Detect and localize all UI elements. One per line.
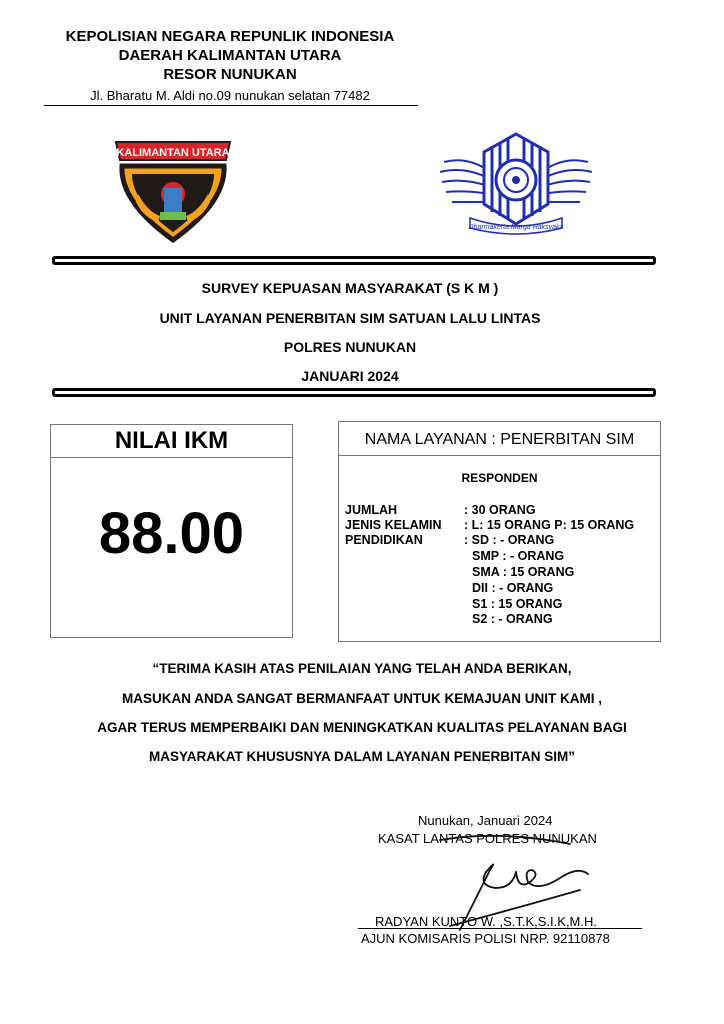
header-region: DAERAH KALIMANTAN UTARA xyxy=(118,47,342,64)
survey-title: SURVEY KEPUASAN MASYARAKAT (S K M ) xyxy=(201,280,499,296)
message-line-4: MASYARAKAT KHUSUSNYA DALAM LAYANAN PENERBITAN SIM” xyxy=(148,749,576,764)
header-resort: RESOR NUNUKAN xyxy=(163,66,297,83)
survey-period: JANUARI 2024 xyxy=(301,368,399,384)
ikm-label: NILAI IKM xyxy=(51,425,292,458)
ikm-box xyxy=(50,424,293,638)
divider-bottom xyxy=(52,388,656,397)
gender-label: JENIS KELAMIN xyxy=(345,518,442,532)
divider-top xyxy=(52,256,656,265)
signature-rank: AJUN KOMISARIS POLISI NRP. 92110878 xyxy=(361,931,610,946)
gender-value: : L: 15 ORANG P: 15 ORANG xyxy=(464,518,635,532)
signature-name: RADYAN KUNTO W. ,S.T.K,S.I.K,M.H. xyxy=(375,914,597,929)
signature-place-date: Nunukan, Januari 2024 xyxy=(418,813,553,828)
survey-polres: POLRES NUNUKAN xyxy=(283,339,417,355)
survey-unit: UNIT LAYANAN PENERBITAN SIM SATUAN LALU LINTAS xyxy=(159,310,541,326)
address-divider xyxy=(44,105,418,106)
polda-kaltara-logo xyxy=(108,132,238,244)
korlantas-logo xyxy=(436,130,596,240)
education-s1: S1 : 15 ORANG xyxy=(472,597,563,611)
message-line-1: “TERIMA KASIH ATAS PENILAIAN YANG TELAH ANDA BERIKAN, xyxy=(152,661,572,676)
education-label: PENDIDIKAN xyxy=(345,533,423,547)
jumlah-label: JUMLAH xyxy=(345,503,398,517)
education-smp: SMP : - ORANG xyxy=(472,549,565,563)
education-dii: DII : - ORANG xyxy=(472,581,554,595)
signature-position: KASAT LANTAS POLRES NUNUKAN xyxy=(378,831,597,846)
education-sd: : SD : - ORANG xyxy=(464,533,555,547)
logo-banner-text: KALIMANTAN UTARA xyxy=(116,147,230,159)
education-sma: SMA : 15 ORANG xyxy=(472,565,575,579)
jumlah-value: : 30 ORANG xyxy=(464,503,536,517)
message-line-3: AGAR TERUS MEMPERBAIKI DAN MENINGKATKAN KUALITAS PELAYANAN BAGI xyxy=(97,720,627,735)
header-institution: KEPOLISIAN NEGARA REPUNLIK INDONESIA xyxy=(65,28,395,45)
education-s2: S2 : - ORANG xyxy=(472,612,553,626)
logo-motto-text: Dharmakerta Marga Raksyaka xyxy=(468,224,564,231)
header-address: Jl. Bharatu M. Aldi no.09 nunukan selatan 77482 xyxy=(90,88,370,103)
responden-heading: RESPONDEN xyxy=(461,471,538,485)
layanan-title: NAMA LAYANAN : PENERBITAN SIM xyxy=(339,422,660,456)
ikm-value: 88.00 xyxy=(98,501,245,566)
message-line-2: MASUKAN ANDA SANGAT BERMANFAAT UNTUK KEMAJUAN UNIT KAMI , xyxy=(122,691,602,706)
signature-underline xyxy=(358,928,642,929)
